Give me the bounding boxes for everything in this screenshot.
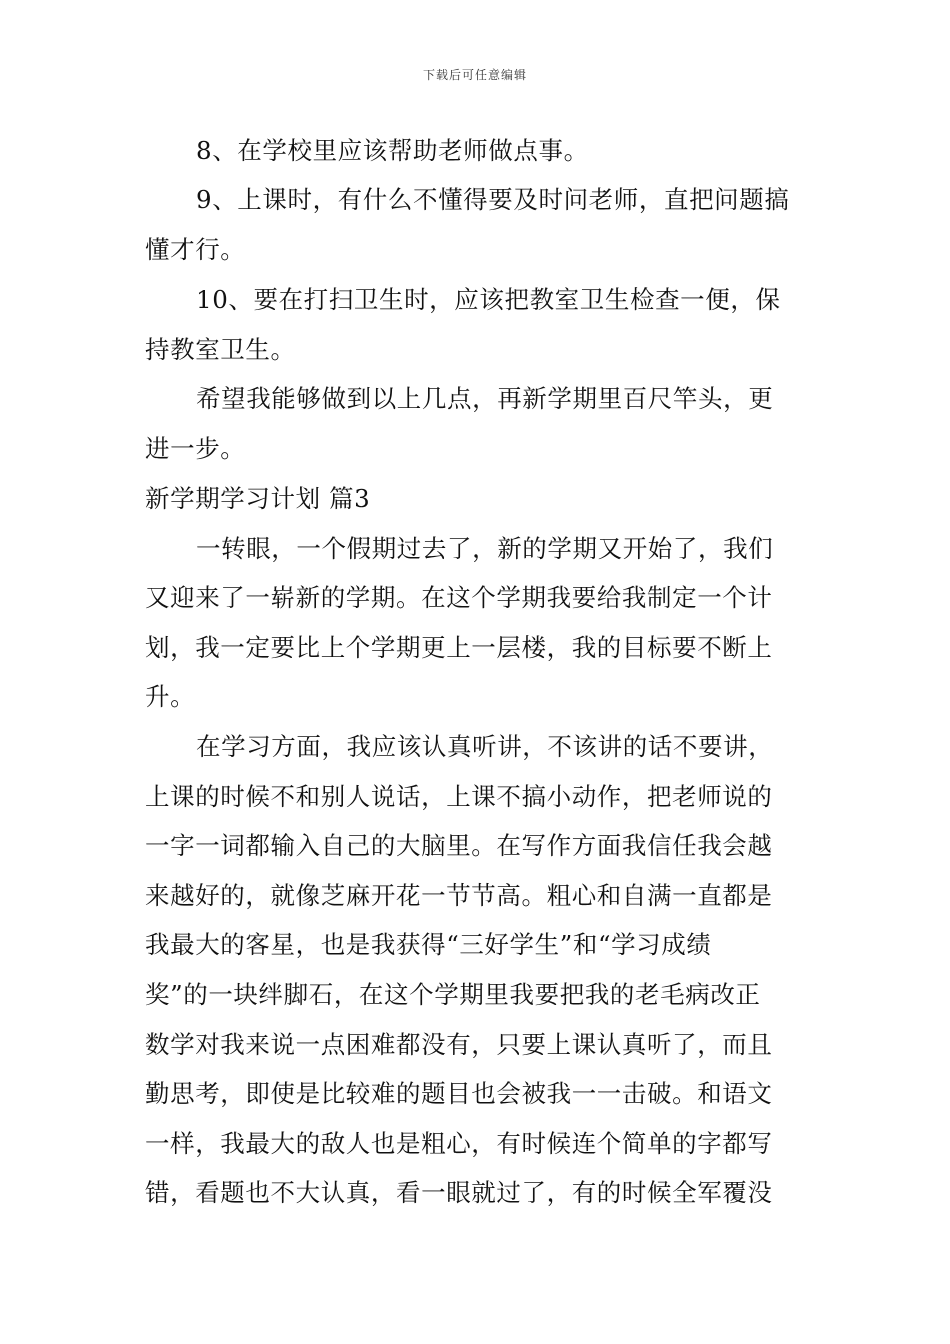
text-line: 升。 [145, 682, 196, 711]
text-line: 一样，我最大的敌人也是粗心，有时候连个简单的字都写 [145, 1129, 773, 1158]
text-line: 希望我能够做到以上几点，再新学期里百尺竿头，更 [196, 384, 774, 413]
section-heading: 新学期学习计划 篇3 [145, 484, 371, 513]
text-line: 数学对我来说一点困难都没有，只要上课认真听了，而且 [145, 1030, 773, 1059]
text-line: 上课的时候不和别人说话，上课不搞小动作，把老师说的 [145, 782, 773, 811]
text-line: 一转眼，一个假期过去了，新的学期又开始了，我们 [196, 534, 774, 563]
text-line: 8、在学校里应该帮助老师做点事。 [196, 136, 589, 165]
text-line: 错，看题也不大认真，看一眼就过了，有的时候全军覆没 [145, 1178, 773, 1207]
text-line: 10、要在打扫卫生时，应该把教室卫生检查一便，保 [196, 285, 781, 314]
text-line: 持教室卫生。 [145, 335, 296, 364]
page-header: 下载后可任意编辑 [422, 68, 527, 82]
text-line: 进一步。 [145, 434, 246, 463]
text-line: 来越好的，就像芝麻开花一节节高。粗心和自满一直都是 [145, 881, 773, 910]
text-line: 划，我一定要比上个学期更上一层楼，我的目标要不断上 [145, 633, 773, 662]
text-line: 一字一词都输入自己的大脑里。在写作方面我信任我会越 [145, 831, 773, 860]
text-line: 我最大的客星，也是我获得“三好学生”和“学习成绩 [145, 930, 712, 959]
text-line: 又迎来了一崭新的学期。在这个学期我要给我制定一个计 [145, 583, 773, 612]
text-line: 在学习方面，我应该认真听讲，不该讲的话不要讲， [196, 732, 774, 761]
text-line: 勤思考，即使是比较难的题目也会被我一一击破。和语文 [145, 1079, 773, 1108]
text-line: 懂才行。 [145, 235, 246, 264]
text-line: 奖”的一块绊脚石，在这个学期里我要把我的老毛病改正 [145, 980, 761, 1009]
text-line: 9、上课时，有什么不懂得要及时问老师，直把问题搞 [196, 185, 790, 214]
